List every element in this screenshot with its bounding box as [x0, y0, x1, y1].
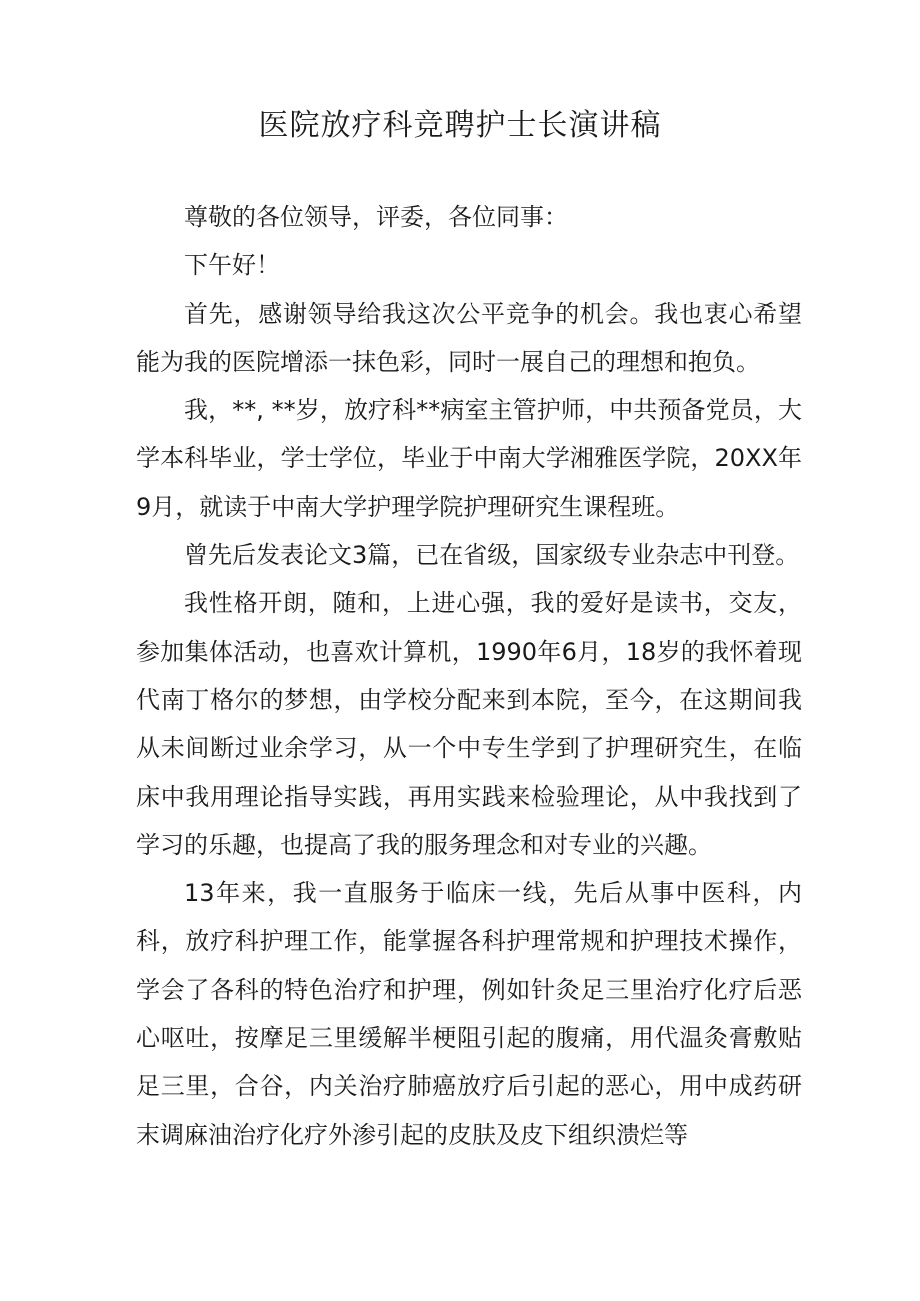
salutation: 尊敬的各位领导，评委，各位同事： [184, 203, 568, 231]
paragraph-publications: 曾先后发表论文3篇，已在省级，国家级专业杂志中刊登。 [184, 541, 800, 570]
paragraph-personality: 我性格开朗，随和，上进心强，我的爱好是读书，交友，参加集体活动，也喜欢计算机，1990年6月，18岁的我怀着现代南丁格尔的梦想，由学校分配来到本院，至今，在这期间我从未间断过业余学习，从一个中专生学到了护理研究生，在临床中我用理论指导实践，再用实践来检验理论，从中我找到了学习的乐趣，也提高了我的服务理念和对专业的兴趣。 [136, 589, 802, 859]
document-title: 医院放疗科竞聘护士长演讲稿 [258, 108, 662, 143]
greeting: 下午好！ [184, 251, 280, 280]
paragraph-introduction: 我，**, **岁，放疗科**病室主管护师，中共预备党员，大学本科毕业，学士学位，毕业于中南大学湘雅医学院，20XX年9月，就读于中南大学护理学院护理研究生课程班。 [136, 396, 802, 521]
paragraph-experience: 13年来，我一直服务于临床一线，先后从事中医科，内科，放疗科护理工作，能掌握各科护理常规和护理技术操作，学会了各科的特色治疗和护理，例如针灸足三里治疗化疗后恶心呕吐，按摩足三里缓解半梗阻引起的腹痛，用代温灸膏敷贴足三里，合谷，内关治疗肺癌放疗后引起的恶心，用中成药研末调麻油治疗化疗外渗引起的皮肤及皮下组织溃烂等 [136, 879, 802, 1149]
document-body [136, 193, 802, 1159]
paragraph-thanks: 首先，感谢领导给我这次公平竞争的机会。我也衷心希望能为我的医院增添一抹色彩，同时一展自己的理想和抱负。 [136, 299, 802, 376]
